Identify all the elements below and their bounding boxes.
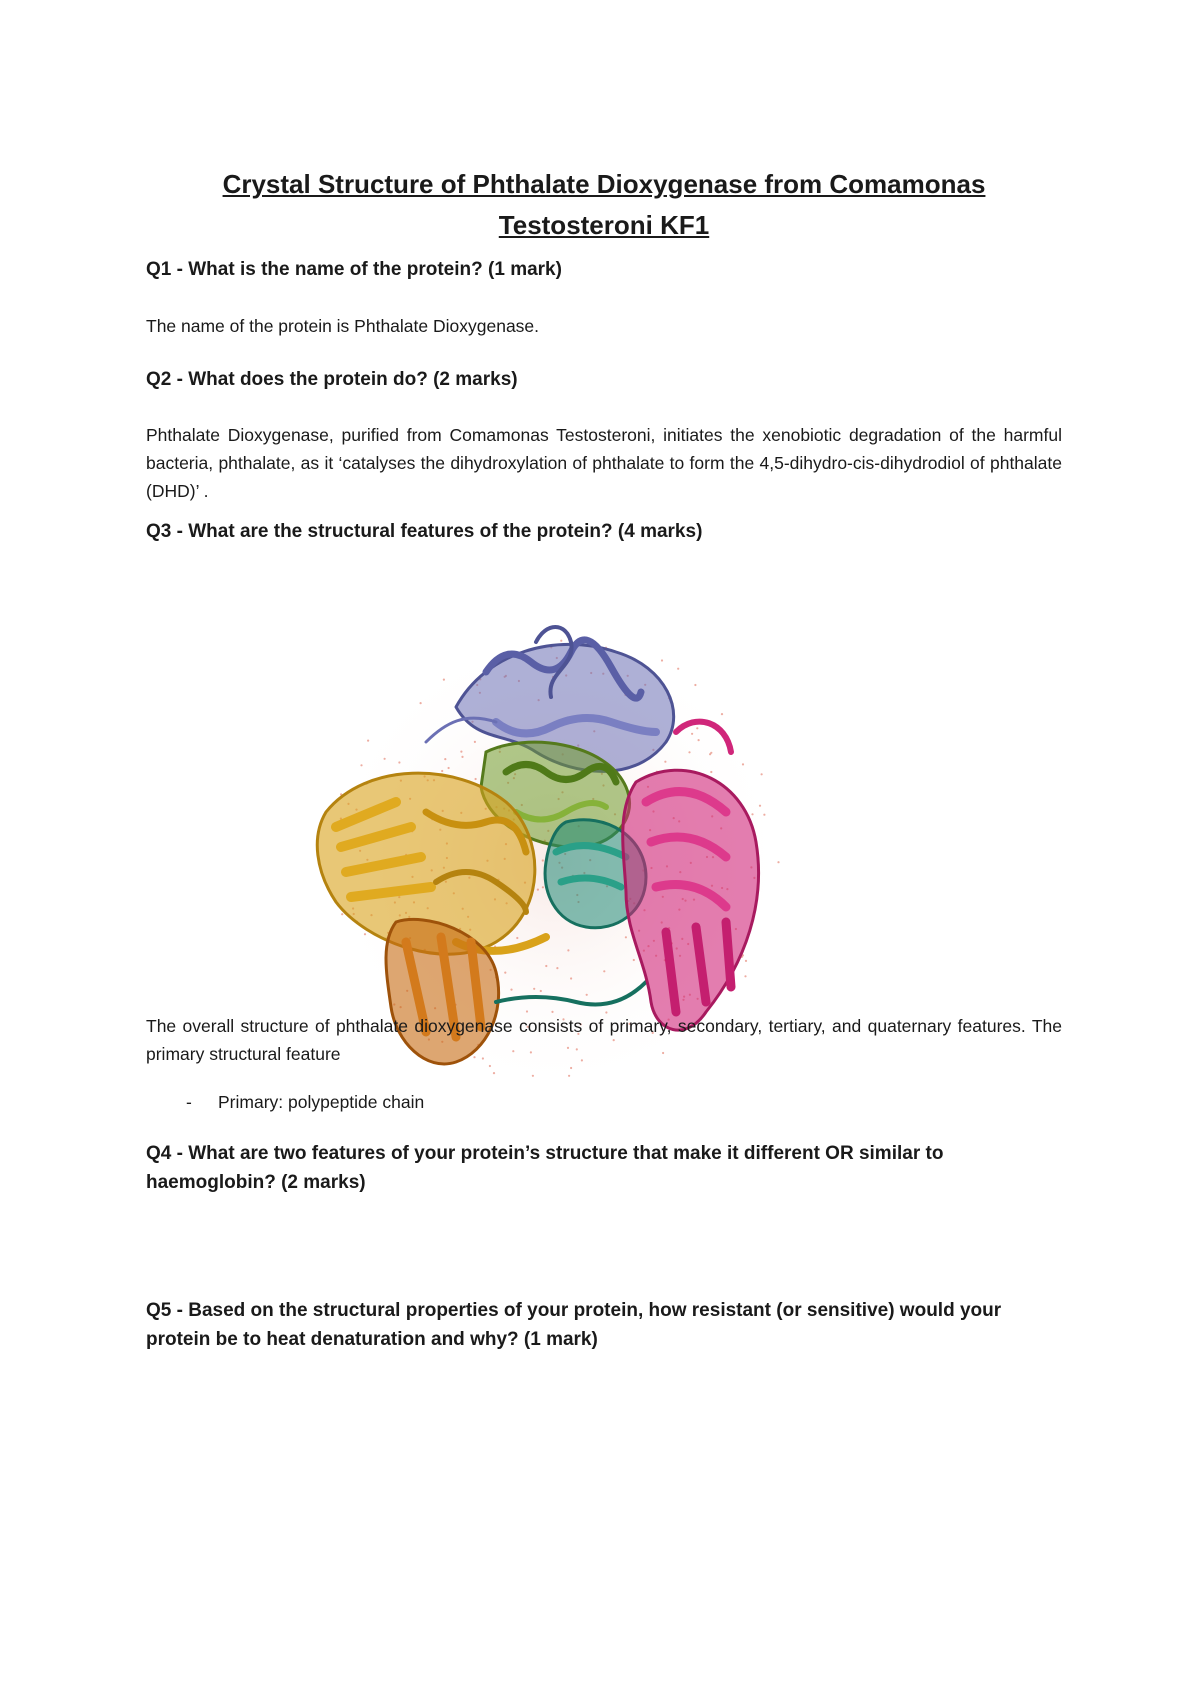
water-dot — [475, 778, 477, 780]
bullet-dash: - — [186, 1092, 192, 1112]
water-dot — [744, 975, 746, 977]
water-dot — [542, 859, 544, 861]
water-dot — [759, 805, 761, 807]
water-dot — [710, 771, 712, 773]
water-dot — [367, 740, 369, 742]
water-dot — [567, 949, 569, 951]
water-dot — [384, 758, 386, 760]
water-dot — [448, 767, 450, 769]
water-dot — [420, 702, 422, 704]
water-dot — [533, 988, 535, 990]
water-dot — [688, 751, 690, 753]
question-1-heading: Q1 - What is the name of the protein? (1 mark) — [146, 259, 562, 280]
water-dot — [460, 751, 462, 753]
water-dot — [474, 741, 476, 743]
water-dot — [493, 1072, 495, 1074]
water-dot — [545, 965, 547, 967]
water-dot — [398, 761, 400, 763]
water-dot — [721, 713, 723, 715]
water-dot — [710, 752, 712, 754]
bullet-text: Primary: polypeptide chain — [218, 1092, 425, 1112]
water-dot — [763, 814, 765, 816]
bullet-item — [186, 1088, 424, 1116]
water-dot — [568, 1075, 570, 1077]
water-dot — [696, 727, 698, 729]
water-dot — [745, 960, 747, 962]
water-dot — [625, 936, 627, 938]
question-3-heading: Q3 - What are the structural features of the protein? (4 marks) — [146, 521, 703, 542]
question-4-heading: Q4 - What are two features of your protein’s structure that make it different OR similar to haemoglobin? (2 marks) — [146, 1143, 944, 1193]
water-dot — [661, 659, 663, 661]
water-dot — [777, 861, 779, 863]
water-dot — [677, 668, 679, 670]
water-dot — [360, 764, 362, 766]
water-dot — [444, 758, 446, 760]
water-dot — [516, 937, 518, 939]
water-dot — [560, 640, 562, 642]
water-dot — [441, 770, 443, 772]
water-dot — [461, 756, 463, 758]
water-dot — [341, 913, 343, 915]
water-dot — [504, 972, 506, 974]
question-5-heading: Q5 - Based on the structural properties of your protein, how resistant (or sensitive) would your protein be to heat denaturation and why? (1 mark) — [146, 1300, 1002, 1350]
water-dot — [586, 994, 588, 996]
question-1-answer: The name of the protein is Phthalate Dioxygenase. — [146, 316, 540, 336]
question-2-heading: Q2 - What does the protein do? (2 marks) — [146, 369, 518, 390]
water-dot — [761, 773, 763, 775]
water-dot — [532, 1075, 534, 1077]
water-dot — [364, 933, 366, 935]
water-dot — [691, 733, 693, 735]
water-dot — [751, 813, 753, 815]
water-dot — [537, 889, 539, 891]
water-dot — [664, 761, 666, 763]
water-dot — [556, 967, 558, 969]
water-dot — [542, 886, 544, 888]
water-dot — [694, 684, 696, 686]
page-title: Crystal Structure of Phthalate Dioxygenase from Comamonas Testosteroni KF1 — [222, 169, 986, 240]
water-dot — [443, 679, 445, 681]
question-2-answer: Phthalate Dioxygenase, purified from Comamonas Testosteroni, initiates the xenobiotic degradation of the harmful bacteria, phthalate, as it ‘catalyses the dihydroxylation of phthalate to form the 4,5-dihydro-cis-dihydrodiol of phthalate (DHD)’ . — [146, 425, 1062, 501]
water-dot — [603, 970, 605, 972]
water-dot — [510, 989, 512, 991]
water-dot — [570, 977, 572, 979]
water-dot — [633, 959, 635, 961]
water-dot — [698, 739, 700, 741]
question-3-answer: The overall structure of phthalate dioxygenase consists of primary, secondary, tertiary, and quaternary features. The primary structural feature — [146, 1016, 1062, 1064]
water-dot — [540, 990, 542, 992]
water-dot — [742, 763, 744, 765]
